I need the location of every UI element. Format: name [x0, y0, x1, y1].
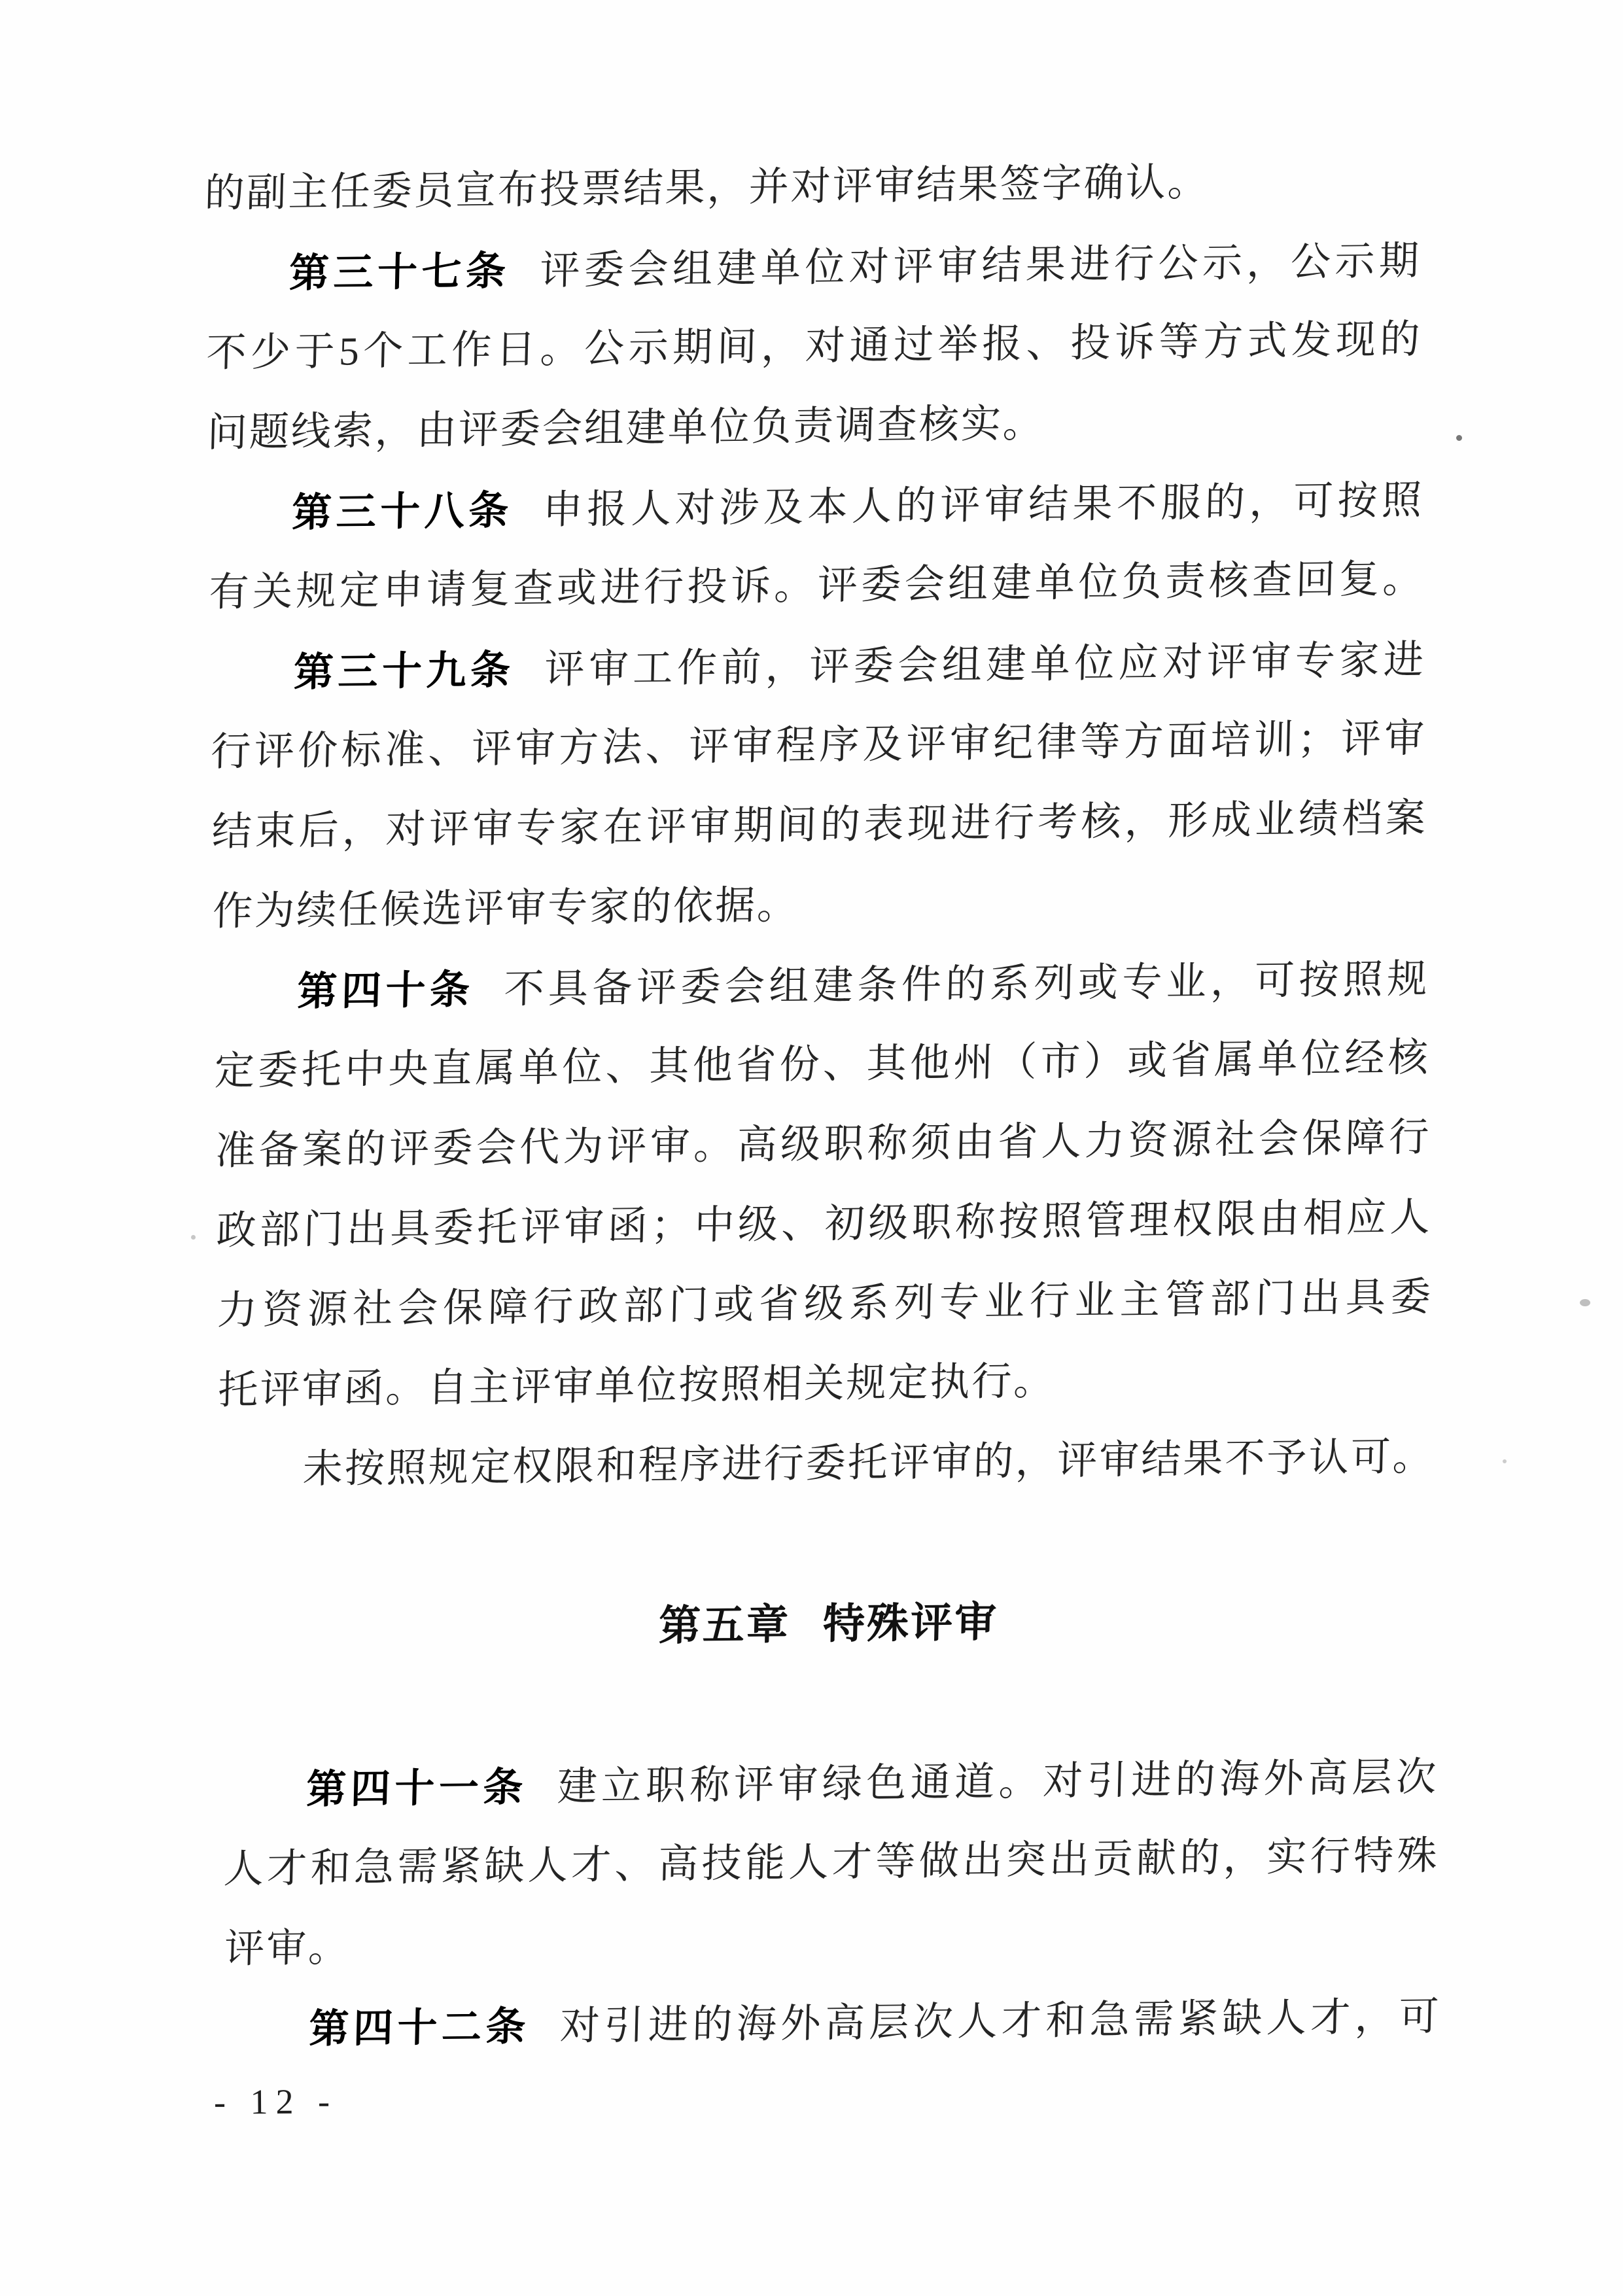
body-text: 政部门出具委托评审函；中级、初级职称按照管理权限由相应人: [215, 1195, 1433, 1253]
article-text: 评审工作前，评委会组建单位应对评审专家进: [544, 638, 1426, 693]
article-line: [209, 619, 1427, 713]
body-text: 结束后，对评审专家在评审期间的表现进行考核，形成业绩档案: [211, 796, 1428, 854]
body-text: 有关规定申请复查或进行投诉。评委会组建单位负责核查回复。: [208, 557, 1425, 615]
text-line: [205, 300, 1423, 394]
scan-speck: [191, 1235, 196, 1240]
article-text: 建立职称评审绿色通道。对引进的海外高层次: [557, 1755, 1439, 1810]
text-line: [206, 380, 1423, 474]
body-text: 行评价标准、评审方法、评审程序及评审纪律等方面培训；评审: [210, 716, 1427, 774]
text-line: [217, 1338, 1435, 1431]
page-number: - 12 -: [213, 2081, 338, 2122]
text-line: [212, 859, 1429, 952]
article-line: [205, 220, 1422, 314]
text-line: [208, 540, 1425, 633]
article-number: 第三十八条: [291, 487, 514, 535]
body-text: 准备案的评委会代为评审。高级职称须由省人力资源社会保障行: [215, 1115, 1431, 1174]
text-line: [213, 1018, 1431, 1112]
chapter-title: 特殊评审: [822, 1598, 999, 1648]
article-number: 第三十九条: [293, 647, 515, 695]
text-line: [215, 1098, 1432, 1192]
article-line: [213, 939, 1430, 1032]
text-line: [224, 1896, 1441, 1990]
article-text: 申报人对涉及本人的评审结果不服的，可按照: [542, 478, 1424, 533]
scan-speck: [1456, 435, 1462, 441]
scan-speck: [1580, 1299, 1590, 1306]
blank-line: [221, 1657, 1439, 1750]
article-number: 第四十条: [296, 967, 475, 1014]
article-number: 第三十七条: [288, 248, 511, 296]
text-line: [215, 1178, 1433, 1272]
body-text: 托评审函。自主评审单位按照相关规定执行。: [217, 1359, 1056, 1413]
body-text: 评审。: [224, 1926, 351, 1972]
article-text: 不具备评委会组建条件的系列或专业，可按照规: [503, 957, 1430, 1012]
text-line: [211, 779, 1428, 873]
chapter-number: 第五章: [658, 1600, 791, 1650]
article-line: [207, 460, 1425, 553]
article-line: [222, 1737, 1439, 1830]
blank-line: [219, 1497, 1437, 1591]
text-line: [203, 141, 1421, 234]
text-line: [217, 1258, 1434, 1351]
body-text: 的副主任委员宣布投票结果，并对评审结果签字确认。: [203, 160, 1210, 217]
text-line: [222, 1817, 1440, 1910]
article-line: [224, 1976, 1442, 2070]
scan-speck: [1503, 1459, 1507, 1463]
body-text: 作为续任候选评审专家的依据。: [212, 883, 799, 934]
text-line: [210, 699, 1427, 793]
article-text: 对引进的海外高层次人才和急需紧缺人才，可: [559, 1994, 1442, 2049]
text-line: [218, 1418, 1435, 1511]
chapter-heading: [220, 1577, 1437, 1671]
article-text: 评委会组建单位对评审结果进行公示，公示期: [539, 239, 1422, 294]
body-text: 问题线索，由评委会组建单位负责调查核实。: [207, 402, 1045, 455]
body-text: 人才和急需紧缺人才、高技能人才等做出突出贡献的，实行特殊: [222, 1834, 1440, 1892]
body-text: 定委托中央直属单位、其他省份、其他州（市）或省属单位经核: [214, 1035, 1431, 1094]
body-text: 不少于5个工作日。公示期间，对通过举报、投诉等方式发现的: [205, 317, 1423, 375]
article-number: 第四十二条: [308, 2004, 531, 2051]
body-text: 未按照规定权限和程序进行委托评审的，评审结果不予认可。: [302, 1435, 1435, 1492]
article-number: 第四十一条: [305, 1764, 528, 1812]
document-body: [204, 141, 1441, 2070]
body-text: 力资源社会保障行政部门或省级系列专业行业主管部门出具委: [217, 1275, 1433, 1333]
